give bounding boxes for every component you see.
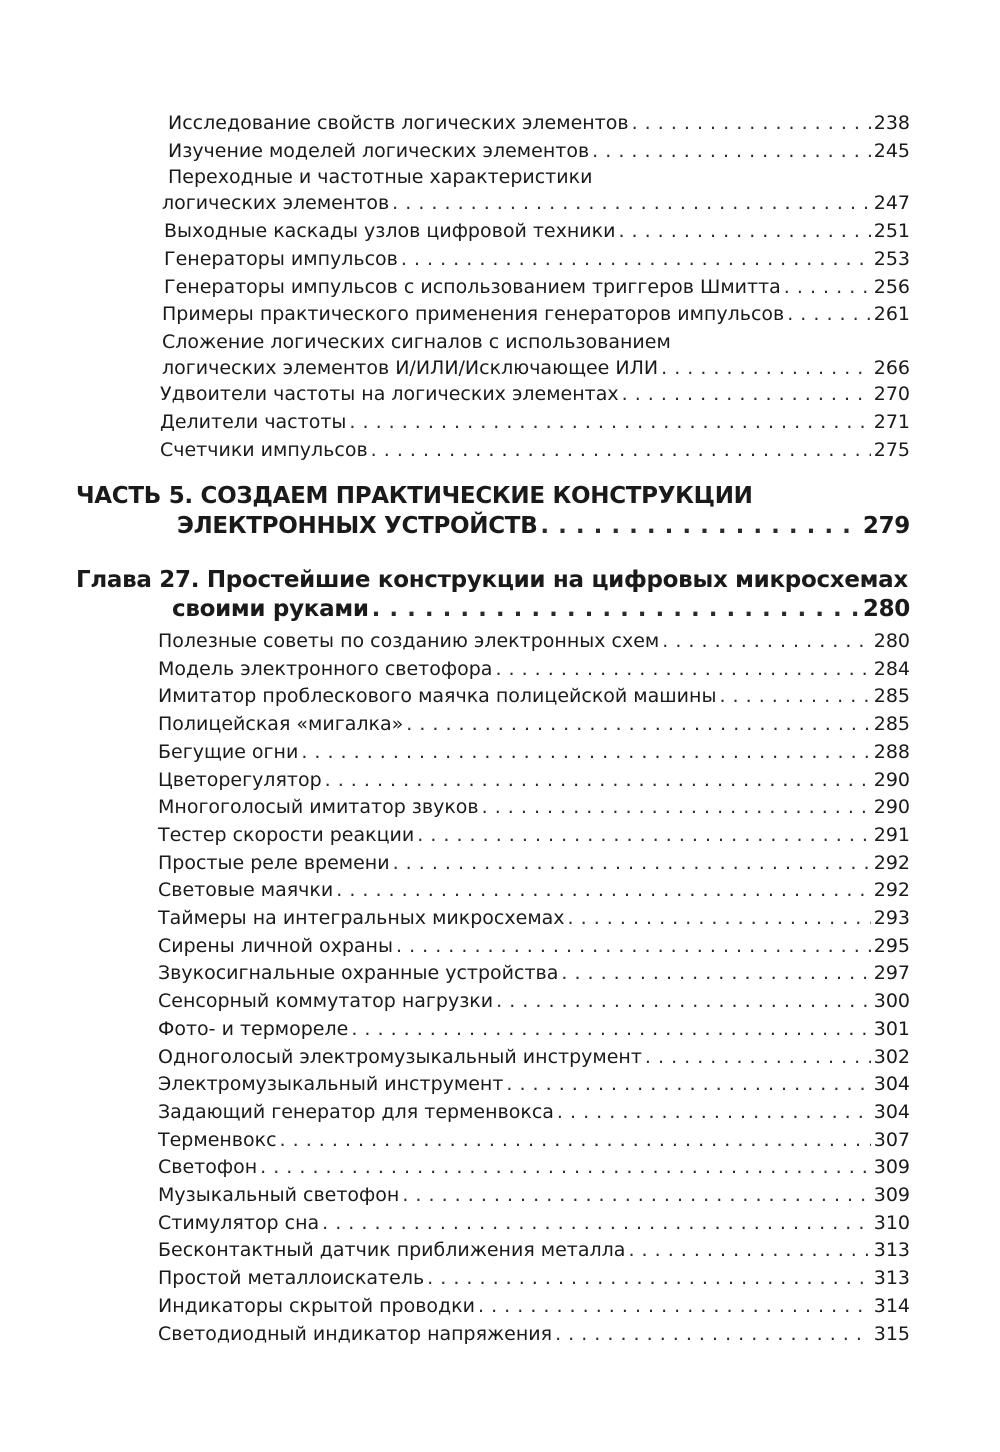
- toc-entry: [158, 1016, 910, 1043]
- toc-entry-title: Звукосигнальные охранные устройства: [158, 962, 559, 984]
- toc-entry-page: 290: [873, 796, 910, 818]
- toc-entry-title: Бесконтактный датчик приближения металла: [158, 1239, 626, 1261]
- toc-entry: [168, 138, 910, 165]
- leader-dots: [406, 711, 871, 738]
- toc-entry-page: 309: [873, 1184, 910, 1206]
- chapter-heading-line1: Глава 27. Простейшие конструкции на цифровых микросхемах: [76, 567, 908, 593]
- toc-entry-title: Удвоители частоты на логических элементах: [160, 383, 619, 405]
- toc-entry-page: 245: [873, 140, 910, 162]
- leader-dots: [371, 437, 871, 464]
- leader-dots: [561, 960, 870, 987]
- toc-entry-page: 251: [873, 220, 910, 242]
- toc-entry-page: 310: [873, 1212, 910, 1234]
- leader-dots: [280, 1127, 871, 1154]
- toc-entry-title: Сирены личной охраны: [158, 935, 393, 957]
- toc-entry-title: Стимулятор сна: [158, 1212, 320, 1234]
- toc-entry-title: Электромузыкальный инструмент: [158, 1073, 504, 1095]
- leader-dots: [592, 138, 871, 165]
- leader-dots: [495, 656, 870, 683]
- leader-dots: [784, 274, 871, 301]
- toc-entry-title: Световые маячки: [158, 879, 334, 901]
- toc-entry-title: Светофон: [158, 1156, 258, 1178]
- toc-entry-page: 280: [873, 630, 910, 652]
- toc-entry: [164, 274, 910, 301]
- toc-entry: [162, 355, 910, 382]
- toc-entry: [158, 1237, 910, 1264]
- toc-entry-page: 293: [873, 907, 910, 929]
- toc-entry-title: Тестер скорости реакции: [158, 824, 415, 846]
- toc-entry-page: 290: [873, 769, 910, 791]
- toc-entry-title: Делители частоты: [160, 411, 347, 433]
- toc-entry: [164, 218, 910, 245]
- leader-dots: [478, 1293, 871, 1320]
- leader-dots: [336, 877, 871, 904]
- toc-entry-page: 315: [873, 1323, 910, 1345]
- leader-dots: [662, 628, 870, 655]
- leader-dots: [393, 850, 871, 877]
- toc-entry-page: 247: [873, 192, 910, 214]
- toc-entry: [158, 850, 910, 877]
- toc-entry: [158, 1154, 910, 1181]
- toc-entry: [168, 110, 910, 137]
- toc-entry-page: 261: [873, 303, 910, 325]
- leader-dots: [787, 301, 871, 328]
- leader-dots: [301, 739, 870, 766]
- toc-entry: [158, 711, 910, 738]
- leader-dots: [351, 1016, 870, 1043]
- toc-entry-title: Таймеры на интегральных микросхемах: [158, 907, 565, 929]
- toc-entry: [158, 1099, 910, 1126]
- toc-entry-page: 302: [873, 1046, 910, 1068]
- toc-entry: [158, 960, 910, 987]
- toc-entry-title: Музыкальный светофон: [158, 1184, 400, 1206]
- leader-dots: [349, 409, 870, 436]
- leader-dots: [618, 218, 870, 245]
- toc-entry-title: Простые реле времени: [158, 852, 390, 874]
- toc-entry-page: 285: [873, 713, 910, 735]
- toc-entry: [158, 656, 910, 683]
- toc-entry-title: Задающий генератор для терменвокса: [158, 1101, 554, 1123]
- toc-entry-page: 304: [873, 1101, 910, 1123]
- toc-entry-title: Простой металлоискатель: [158, 1267, 425, 1289]
- toc-entry-title: Счетчики импульсов: [160, 439, 368, 461]
- toc-entry-page: 271: [873, 411, 910, 433]
- toc-entry-page: 295: [873, 935, 910, 957]
- leader-dots: [506, 1071, 870, 1098]
- part-heading: [177, 511, 910, 541]
- chapter-heading: [172, 594, 910, 624]
- toc-entry: [158, 933, 910, 960]
- leader-dots: [402, 1182, 870, 1209]
- leader-dots: [396, 933, 871, 960]
- leader-dots: [482, 794, 871, 821]
- toc-entry-title: Примеры практического применения генераторов импульсов: [162, 303, 785, 325]
- leader-dots: [372, 594, 860, 624]
- toc-entry-title: Светодиодный индикатор напряжения: [158, 1323, 553, 1345]
- toc-entry-title: Многоголосый имитатор звуков: [158, 796, 479, 818]
- toc-entry: [160, 381, 910, 408]
- chapter-heading-page: 280: [862, 596, 910, 622]
- toc-entry-title: Модель электронного светофора: [158, 658, 493, 680]
- toc-entry: [158, 628, 910, 655]
- leader-dots: [622, 381, 871, 408]
- toc-entry-page: 284: [873, 658, 910, 680]
- leader-dots: [417, 822, 871, 849]
- toc-entry-title: Полезные советы по созданию электронных схем: [158, 630, 660, 652]
- leader-dots: [568, 905, 871, 932]
- toc-entry: [164, 246, 910, 273]
- toc-entry-title: Изучение моделей логических элементов: [168, 140, 590, 162]
- leader-dots: [496, 988, 871, 1015]
- leader-dots: [632, 110, 871, 137]
- toc-entry-page: 288: [873, 741, 910, 763]
- chapter-heading-title: своими руками: [172, 596, 369, 622]
- toc-entry-page: 301: [873, 1018, 910, 1040]
- toc-entry-title: Бегущие огни: [158, 741, 299, 763]
- toc-entry: [158, 822, 910, 849]
- leader-dots: [719, 683, 870, 710]
- toc-entry-page: 275: [873, 439, 910, 461]
- toc-entry: [158, 683, 910, 710]
- toc-entry: [158, 1071, 910, 1098]
- leader-dots: [628, 1237, 870, 1264]
- toc-entry: [158, 905, 910, 932]
- toc-entry-title: Фото- и термореле: [158, 1018, 349, 1040]
- toc-entry-page: 291: [873, 824, 910, 846]
- toc-entry-title: Исследование свойств логических элементов: [168, 112, 629, 134]
- part-heading-line1: ЧАСТЬ 5. СОЗДАЕМ ПРАКТИЧЕСКИЕ КОНСТРУКЦИИ: [76, 483, 753, 509]
- toc-entry-title: Имитатор проблескового маячка полицейской машины: [158, 685, 717, 707]
- toc-entry-title: Выходные каскады узлов цифровой техники: [164, 220, 616, 242]
- toc-entry-page: 238: [873, 112, 910, 134]
- toc-entry-page: 307: [873, 1129, 910, 1151]
- part-heading-title: ЭЛЕКТРОННЫХ УСТРОЙСТВ: [177, 513, 538, 539]
- toc-entry: [158, 1127, 910, 1154]
- toc-entry-title: логических элементов И/ИЛИ/Исключающее ИЛИ: [162, 357, 659, 379]
- toc-entry: [160, 409, 910, 436]
- toc-entry-page: 300: [873, 990, 910, 1012]
- toc-entry-page: 297: [873, 962, 910, 984]
- toc-entry: [162, 301, 910, 328]
- toc-entry-page: 266: [873, 357, 910, 379]
- toc-entry: [160, 437, 910, 464]
- toc-entry: [158, 1182, 910, 1209]
- toc-entry-page: 292: [873, 879, 910, 901]
- toc-entry-title: Цветорегулятор: [158, 769, 322, 791]
- leader-dots: [260, 1154, 871, 1181]
- toc-entry-title-line1: Сложение логических сигналов с использованием: [162, 331, 671, 353]
- toc-entry-page: 304: [873, 1073, 910, 1095]
- toc-entry-page: 313: [873, 1267, 910, 1289]
- toc-entry: [158, 1210, 910, 1237]
- leader-dots: [661, 355, 871, 382]
- leader-dots: [555, 1321, 871, 1348]
- toc-entry-page: 292: [873, 852, 910, 874]
- toc-entry: [158, 1265, 910, 1292]
- part-heading-page: 279: [862, 513, 910, 539]
- leader-dots: [557, 1099, 871, 1126]
- leader-dots: [540, 511, 859, 541]
- leader-dots: [427, 1265, 871, 1292]
- toc-entry-title: Одноголосый электромузыкальный инструмент: [158, 1046, 642, 1068]
- toc-entry-page: 270: [873, 383, 910, 405]
- toc-entry-page: 256: [873, 276, 910, 298]
- toc-entry: [158, 1293, 910, 1320]
- toc-entry: [162, 190, 910, 217]
- toc-entry-page: 309: [873, 1156, 910, 1178]
- toc-entry-title: логических элементов: [162, 192, 390, 214]
- toc-entry-title: Полицейская «мигалка»: [158, 713, 404, 735]
- leader-dots: [322, 1210, 871, 1237]
- toc-entry: [158, 988, 910, 1015]
- toc-entry: [158, 877, 910, 904]
- toc-entry: [158, 767, 910, 794]
- toc-entry-page: 314: [873, 1295, 910, 1317]
- leader-dots: [392, 190, 871, 217]
- leader-dots: [401, 246, 871, 273]
- toc-entry-title: Генераторы импульсов: [164, 248, 398, 270]
- toc-entry: [158, 1044, 910, 1071]
- toc-entry-title: Терменвокс: [158, 1129, 277, 1151]
- toc-entry: [158, 1321, 910, 1348]
- toc-entry: [158, 739, 910, 766]
- toc-entry: [158, 794, 910, 821]
- toc-entry-title: Генераторы импульсов с использованием триггеров Шмитта: [164, 276, 781, 298]
- toc-entry-page: 313: [873, 1239, 910, 1261]
- leader-dots: [645, 1044, 871, 1071]
- toc-entry-page: 253: [873, 248, 910, 270]
- toc-entry-page: 285: [873, 685, 910, 707]
- toc-entry-title-line1: Переходные и частотные характеристики: [168, 166, 593, 188]
- leader-dots: [325, 767, 871, 794]
- toc-entry-title: Индикаторы скрытой проводки: [158, 1295, 475, 1317]
- toc-entry-title: Сенсорный коммутатор нагрузки: [158, 990, 494, 1012]
